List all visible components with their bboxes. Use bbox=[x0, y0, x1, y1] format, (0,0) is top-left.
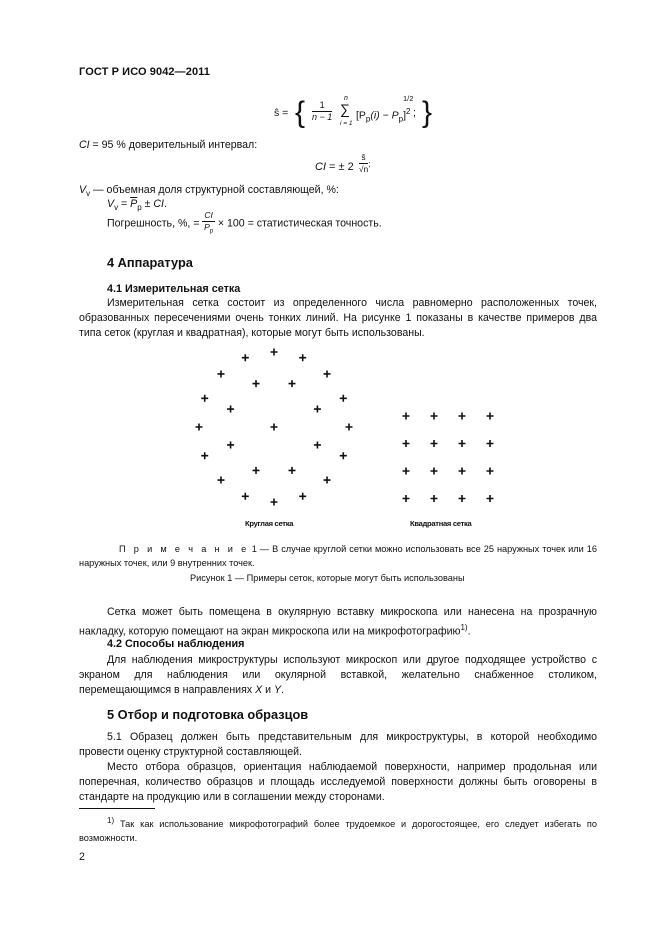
s41-p2-text: Сетка может быть помещена в окулярную вставку микроскопа или нанесена на прозрачную накладку, которую помещают на экран микроскопа или на микрофотографию bbox=[79, 606, 597, 638]
vv-sub: v bbox=[86, 189, 91, 199]
round-grid-point bbox=[299, 493, 306, 500]
formula-s-sum-symbol: ∑ bbox=[340, 101, 350, 117]
round-grid-point bbox=[324, 477, 331, 484]
square-grid-point bbox=[403, 440, 410, 447]
round-grid-point bbox=[314, 441, 321, 448]
section-4-1-paragraph-1: Измерительная сетка состоит из определенного числа равномерно расположенных точек, образованных пересечениями очень тонких линий. На рисунке 1 показаны в качестве примеров два типа сеток (круглая и квадратная), которые могут быть использованы. bbox=[79, 297, 597, 339]
round-grid-point bbox=[271, 424, 278, 431]
square-grid-point bbox=[487, 440, 494, 447]
round-grid-point bbox=[242, 354, 249, 361]
figure-note bbox=[79, 542, 597, 570]
round-grid-point bbox=[299, 354, 306, 361]
figure-grids bbox=[190, 340, 510, 540]
square-grid-point bbox=[431, 413, 438, 420]
round-grid-point bbox=[217, 370, 224, 377]
round-grid-point bbox=[253, 467, 260, 474]
formula-s-body-c: ] bbox=[403, 109, 407, 122]
square-grid-point bbox=[459, 413, 466, 420]
round-grid-point bbox=[340, 395, 347, 402]
error-formula-fraction bbox=[202, 210, 215, 238]
s42-end: . bbox=[281, 684, 285, 696]
formula-s-end: ; bbox=[413, 107, 416, 119]
error-formula-den-sub: p bbox=[209, 228, 214, 235]
round-grid-point bbox=[346, 424, 353, 431]
round-grid-point bbox=[201, 395, 208, 402]
square-grid-point bbox=[459, 440, 466, 447]
s42-text: Для наблюдения микроструктуры используют микроскоп или другое подходящее устройство с экраном для наблюдения или окулярной вставкой, желательно снабженное столиком, перемещающимся в направлениях bbox=[79, 654, 597, 696]
vv-line2-ci: CI bbox=[153, 198, 164, 210]
error-formula-a: Погрешность, %, = bbox=[107, 217, 200, 230]
round-grid bbox=[196, 349, 353, 506]
round-grid-point bbox=[253, 380, 260, 387]
error-formula-den-p: $\overline{P}$ bbox=[204, 222, 210, 232]
formula-s-sub-p: p bbox=[365, 114, 371, 124]
ci-symbol: CI bbox=[79, 139, 90, 151]
round-grid-point bbox=[288, 380, 295, 387]
round-grid-point bbox=[196, 424, 203, 431]
vv-line2-ppsub: p bbox=[137, 203, 142, 213]
formula-ci-den: √n bbox=[358, 164, 369, 174]
formula-s-lhs: ŝ = bbox=[274, 107, 289, 119]
formula-ci bbox=[315, 152, 370, 175]
footnote bbox=[79, 814, 597, 845]
s42-x: X bbox=[255, 684, 263, 696]
square-grid-point bbox=[459, 468, 466, 475]
s41-p2-sup: 1) bbox=[460, 623, 468, 632]
figure-caption: Рисунок 1 — Примеры сеток, которые могут быть использованы bbox=[190, 573, 465, 583]
section-4-2-title: 4.2 Способы наблюдения bbox=[107, 638, 245, 650]
s41-p2-end: . bbox=[467, 625, 471, 638]
section-4-title: 4 Аппаратура bbox=[107, 255, 193, 270]
section-5-title: 5 Отбор и подготовка образцов bbox=[107, 707, 309, 722]
section-4-1-title: 4.1 Измерительная сетка bbox=[107, 283, 241, 295]
footnote-divider bbox=[79, 808, 155, 809]
formula-s-brace-close: } bbox=[422, 96, 433, 129]
error-formula-b: × 100 = статистическая точность. bbox=[217, 217, 382, 230]
vv-line2-a: V bbox=[107, 198, 115, 210]
square-grid-point bbox=[403, 413, 410, 420]
vv-line2-c: ± bbox=[141, 198, 154, 210]
formula-s-power: 1/2 bbox=[403, 94, 414, 103]
round-grid-point bbox=[271, 349, 278, 356]
note-word: П р и м е ч а н и е bbox=[119, 544, 249, 554]
formula-ci-eq: = ± 2 bbox=[326, 161, 354, 174]
formula-ci-fraction bbox=[358, 152, 371, 175]
section-5-paragraph-2: Место отбора образцов, ориентация наблюдаемой поверхности, например продольная или поперечная, количество образцов и площадь исследуемой поверхности должны быть оговорены в стандарте на продукцию или в соглашении между сторонами. bbox=[79, 761, 597, 803]
square-grid-point bbox=[403, 495, 410, 502]
formula-s-frac-den: n − 1 bbox=[312, 112, 333, 122]
footnote-mark: 1) bbox=[107, 816, 115, 825]
formula-s-body-a: [P bbox=[356, 109, 366, 122]
footnote-text: Так как использование микрофотографий более трудоемкое и дорогостоящее, его следует избегать по возможности. bbox=[79, 819, 597, 844]
round-grid-point bbox=[242, 493, 249, 500]
s42-and: и bbox=[262, 684, 274, 696]
formula-s-sub-p2: p bbox=[398, 114, 404, 124]
square-grid-point bbox=[431, 468, 438, 475]
round-grid-point bbox=[288, 467, 295, 474]
round-grid-point bbox=[340, 452, 347, 459]
figure-label-round: Круглая сетка bbox=[245, 519, 294, 528]
formula-s-sum-top: n bbox=[344, 95, 348, 102]
error-formula-den bbox=[202, 222, 215, 238]
square-grid-point bbox=[487, 413, 494, 420]
round-grid-point bbox=[324, 370, 331, 377]
formula-ci-lhs: CI bbox=[315, 161, 326, 174]
vv-line2-end: . bbox=[163, 198, 167, 210]
section-4-2-paragraph bbox=[79, 653, 597, 698]
round-grid-point bbox=[201, 452, 208, 459]
formula-s-fraction bbox=[312, 100, 332, 123]
vv-text: — объемная доля структурной составляющей, %: bbox=[90, 184, 339, 196]
error-formula bbox=[107, 210, 382, 238]
square-grid bbox=[403, 413, 494, 503]
formula-s-sum-bottom: i = 1 bbox=[340, 120, 353, 127]
section-4-1-paragraph-2 bbox=[79, 605, 597, 640]
note-text: 1 — В случае круглой сетки можно использовать все 25 наружных точек или 16 наружных точек, или 9 внутренних точек. bbox=[79, 544, 597, 568]
formula-s-square: 2 bbox=[406, 107, 411, 116]
square-grid-point bbox=[431, 440, 438, 447]
ci-intro bbox=[79, 138, 257, 153]
square-grid-point bbox=[487, 495, 494, 502]
vv-line2-sub: v bbox=[114, 203, 119, 213]
document-header: ГОСТ Р ИСО 9042—2011 bbox=[79, 66, 211, 78]
square-grid-point bbox=[487, 468, 494, 475]
formula-ci-num: ŝ bbox=[359, 152, 368, 164]
round-grid-point bbox=[314, 406, 321, 413]
formula-s-body-b: (i) − P bbox=[370, 109, 399, 122]
error-formula-num: CI bbox=[204, 210, 213, 220]
formula-s-brace-open: { bbox=[295, 96, 306, 129]
vv-line2-b: = bbox=[118, 198, 131, 210]
s42-y: Y bbox=[273, 684, 282, 696]
round-grid-point bbox=[227, 441, 234, 448]
round-grid-point bbox=[227, 406, 234, 413]
formula-ci-end: ; bbox=[368, 159, 371, 169]
square-grid-point bbox=[459, 495, 466, 502]
round-grid-point bbox=[217, 477, 224, 484]
square-grid-point bbox=[431, 495, 438, 502]
formula-s bbox=[274, 95, 434, 132]
square-grid-point bbox=[403, 468, 410, 475]
ci-intro-text: = 95 % доверительный интервал: bbox=[89, 139, 258, 151]
page-number: 2 bbox=[79, 851, 85, 863]
round-grid-point bbox=[271, 499, 278, 506]
vv-line2-pp: $\overline{P}$ bbox=[130, 198, 138, 210]
section-5-paragraph-1: 5.1 Образец должен быть представительным для микроструктуры, в которой необходимо провести оценку структурной составляющей. bbox=[79, 731, 597, 758]
formula-s-frac-num: 1 bbox=[312, 100, 332, 112]
vv-symbol: V bbox=[79, 184, 87, 196]
figure-label-square: Квадратная сетка bbox=[410, 519, 472, 528]
formula-s-body bbox=[356, 107, 411, 124]
